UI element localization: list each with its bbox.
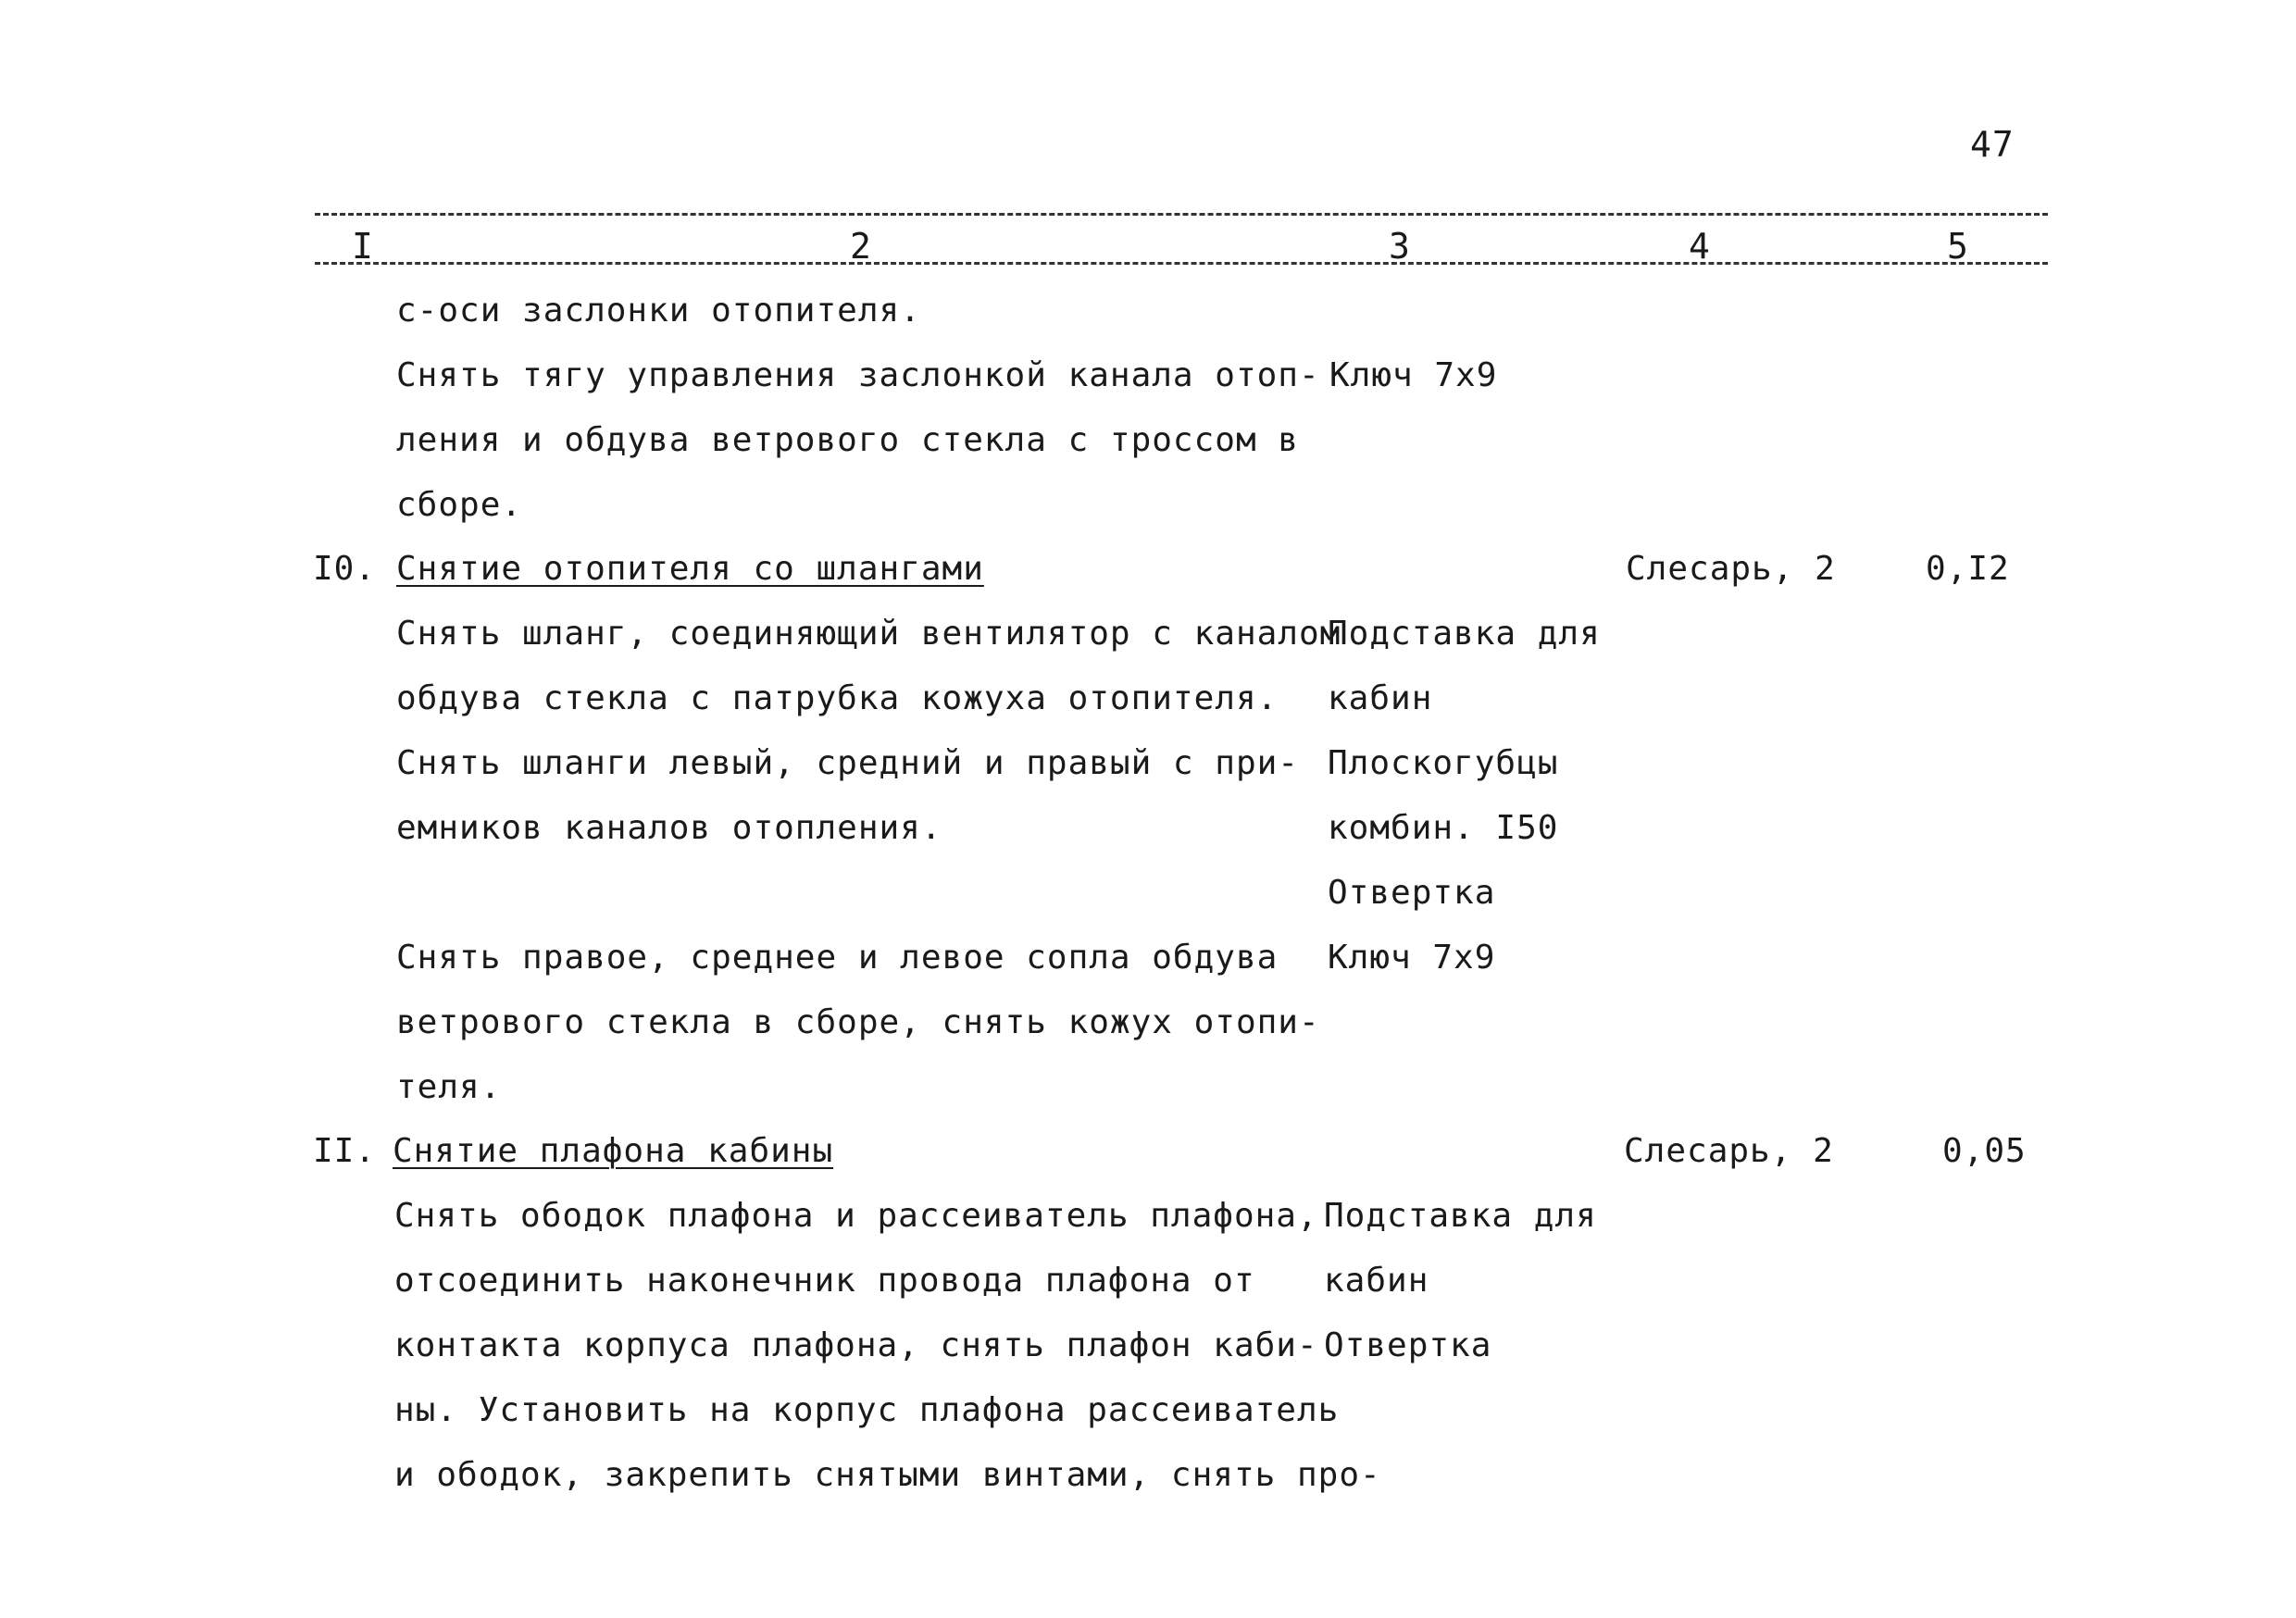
row-1-text: Снять тягу управления заслонкой канала отоп- bbox=[396, 356, 1320, 394]
row-18-text: и ободок, закрепить снятыми винтами, снять про- bbox=[394, 1456, 1381, 1494]
row-6-text: обдува стекла с патрубка кожуха отопителя. bbox=[396, 679, 1279, 717]
row-17-text: ны. Установить на корпус плафона рассеиватель bbox=[394, 1391, 1340, 1429]
row-5-text: Снять шланг, соединяющий вентилятор с каналом bbox=[396, 615, 1341, 653]
row-1-tool: Ключ 7х9 bbox=[1329, 356, 1498, 394]
header-col-2: 2 bbox=[850, 226, 871, 267]
row-8-text: емников каналов отопления. bbox=[396, 809, 942, 847]
row-15-tool: кабин bbox=[1324, 1262, 1429, 1300]
row-11-text: ветрового стекла в сборе, снять кожух отопи- bbox=[396, 1003, 1320, 1041]
section-11-title: Снятие плафона кабины bbox=[393, 1132, 834, 1170]
row-16-text: контакта корпуса плафона, снять плафон каби- bbox=[394, 1326, 1318, 1364]
page-number: 47 bbox=[1970, 124, 2015, 165]
row-9-tool: Отвертка bbox=[1328, 874, 1496, 912]
row-3-text: сборе. bbox=[396, 486, 523, 524]
row-12-text: теля. bbox=[396, 1068, 502, 1106]
header-bottom-rule bbox=[315, 262, 2048, 265]
header-top-rule bbox=[315, 213, 2048, 216]
header-col-3: 3 bbox=[1389, 226, 1410, 267]
header-col-4: 4 bbox=[1689, 226, 1710, 267]
row-10-tool: Ключ 7х9 bbox=[1328, 939, 1496, 977]
row-16-tool: Отвертка bbox=[1324, 1326, 1492, 1364]
row-7-text: Снять шланги левый, средний и правый с при- bbox=[396, 744, 1299, 782]
row-14-text: Снять ободок плафона и рассеиватель плафона, bbox=[394, 1197, 1318, 1235]
section-10-worker: Слесарь, 2 bbox=[1626, 550, 1836, 588]
row-7-tool: Плоскогубцы bbox=[1328, 744, 1559, 782]
section-11-number: II. bbox=[313, 1132, 377, 1170]
row-6-tool: кабин bbox=[1328, 679, 1433, 717]
row-8-tool: комбин. I50 bbox=[1328, 809, 1559, 847]
section-11-worker: Слесарь, 2 bbox=[1624, 1132, 1834, 1170]
header-col-5: 5 bbox=[1947, 226, 1968, 267]
section-10-title: Снятие отопителя со шлангами bbox=[396, 550, 984, 588]
row-15-text: отсоединить наконечник провода плафона от bbox=[394, 1262, 1255, 1300]
row-2-text: ления и обдува ветрового стекла с троссом в bbox=[396, 421, 1299, 459]
header-col-1: I bbox=[352, 226, 373, 267]
section-10-number: I0. bbox=[313, 550, 377, 588]
row-0-text: с-оси заслонки отопителя. bbox=[396, 292, 921, 330]
section-10-time: 0,I2 bbox=[1926, 550, 2010, 588]
row-14-tool: Подставка для bbox=[1324, 1197, 1597, 1235]
section-11-time: 0,05 bbox=[1942, 1132, 2027, 1170]
row-10-text: Снять правое, среднее и левое сопла обдува bbox=[396, 939, 1279, 977]
row-5-tool: Подставка для bbox=[1328, 615, 1601, 653]
